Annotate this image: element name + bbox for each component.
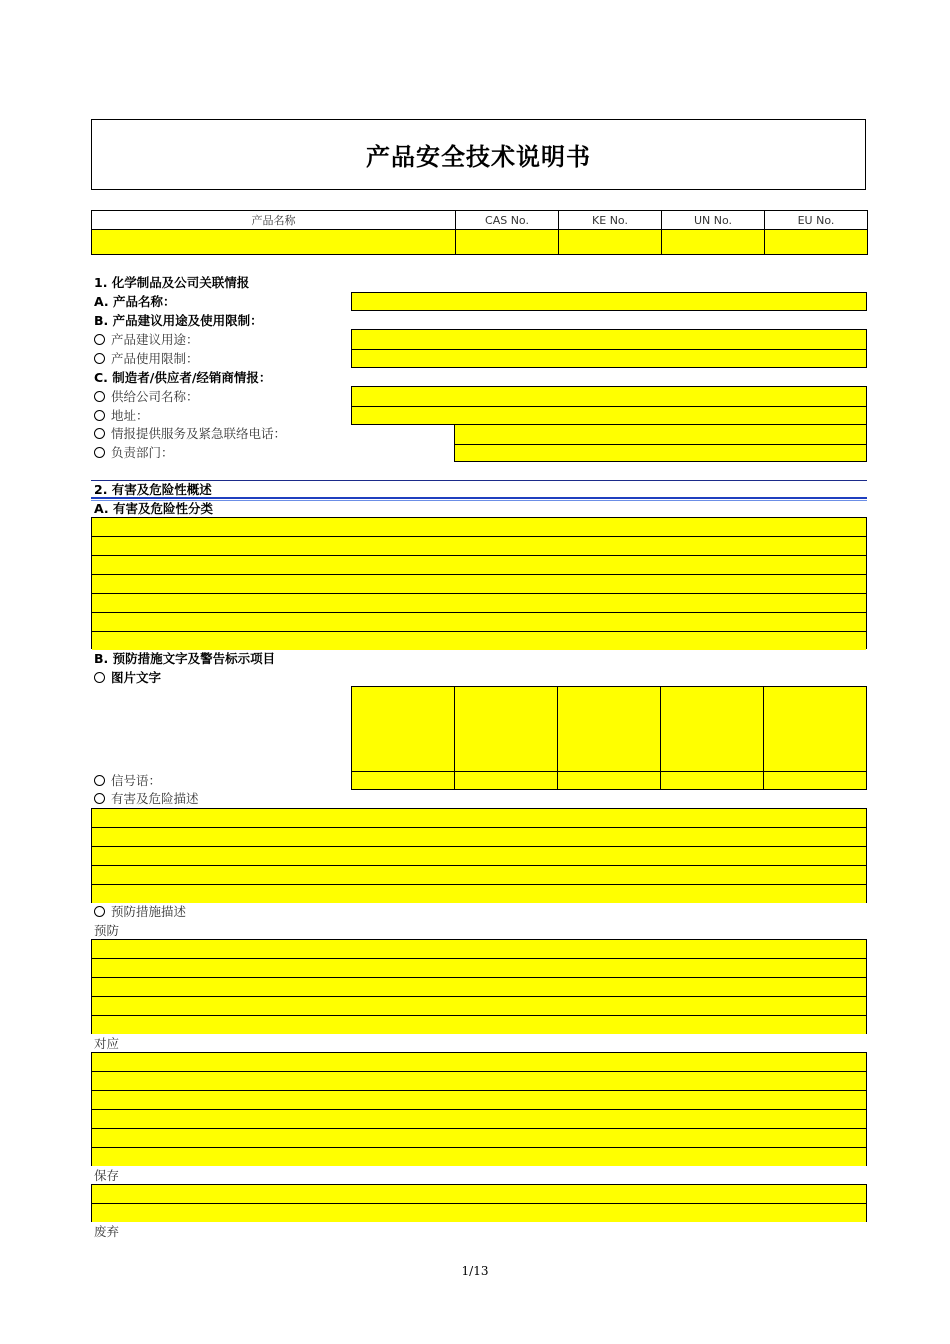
pictogram-grid bbox=[351, 686, 867, 790]
grid-row[interactable] bbox=[92, 1185, 866, 1204]
grid-row[interactable] bbox=[92, 537, 866, 556]
grid-row[interactable] bbox=[92, 632, 866, 650]
product-name-field[interactable] bbox=[92, 230, 456, 255]
disposal-label: 废弃 bbox=[94, 1224, 120, 1239]
storage-label: 保存 bbox=[94, 1168, 120, 1183]
circle-icon bbox=[94, 447, 105, 458]
col-un-no: UN No. bbox=[662, 211, 765, 230]
page-title: 产品安全技术说明书 bbox=[366, 143, 591, 171]
page-number: 1/13 bbox=[461, 1264, 489, 1278]
grid-row[interactable] bbox=[92, 1053, 866, 1072]
hazard-desc-grid bbox=[91, 808, 867, 903]
grid-row[interactable] bbox=[92, 1072, 866, 1091]
col-eu-no: EU No. bbox=[765, 211, 868, 230]
usage-heading: B. 产品建议用途及使用限制： bbox=[94, 313, 263, 328]
circle-icon bbox=[94, 391, 105, 402]
col-product-name: 产品名称 bbox=[92, 211, 456, 230]
ke-no-field[interactable] bbox=[559, 230, 662, 255]
grid-row[interactable] bbox=[92, 556, 866, 575]
section2-heading: 2. 有害及危险性概述 bbox=[94, 482, 212, 497]
emergency-phone-item: 情报提供服务及紧急联络电话： bbox=[94, 425, 286, 443]
circle-icon bbox=[94, 428, 105, 439]
circle-icon bbox=[94, 775, 105, 786]
supplier-fields[interactable] bbox=[351, 386, 867, 425]
circle-icon bbox=[94, 672, 105, 683]
precaution-heading: B. 预防措施文字及警告标示项目 bbox=[94, 651, 276, 666]
hazard-desc-item: 有害及危险描述 bbox=[94, 790, 199, 808]
pictogram-cell[interactable] bbox=[764, 687, 866, 789]
hazard-class-heading: A. 有害及危险性分类 bbox=[94, 501, 214, 516]
grid-row[interactable] bbox=[92, 1129, 866, 1148]
grid-row[interactable] bbox=[92, 997, 866, 1016]
section1-heading: 1. 化学制品及公司关联情报 bbox=[94, 275, 250, 290]
prevention-label: 预防 bbox=[94, 923, 120, 938]
emergency-phone-input[interactable] bbox=[455, 425, 866, 445]
grid-row[interactable] bbox=[92, 866, 866, 885]
response-label: 对应 bbox=[94, 1036, 120, 1051]
usage-input[interactable] bbox=[352, 330, 866, 350]
precaution-desc-item: 预防措施描述 bbox=[94, 903, 186, 921]
grid-row[interactable] bbox=[92, 1091, 866, 1110]
restriction-item: 产品使用限制： bbox=[94, 350, 199, 368]
pictogram-cell[interactable] bbox=[352, 687, 455, 789]
grid-row[interactable] bbox=[92, 594, 866, 613]
product-name-label: A. 产品名称： bbox=[94, 294, 176, 309]
circle-icon bbox=[94, 906, 105, 917]
contact-fields[interactable] bbox=[454, 424, 867, 462]
hazard-class-grid bbox=[91, 517, 867, 649]
grid-row[interactable] bbox=[92, 847, 866, 866]
eu-no-field[interactable] bbox=[765, 230, 868, 255]
section-divider bbox=[91, 497, 867, 499]
pictogram-cell[interactable] bbox=[661, 687, 764, 789]
product-name-input[interactable] bbox=[351, 292, 867, 311]
supplier-heading: C. 制造者/供应者/经销商情报： bbox=[94, 370, 272, 385]
grid-row[interactable] bbox=[92, 978, 866, 997]
circle-icon bbox=[94, 793, 105, 804]
grid-row[interactable] bbox=[92, 1016, 866, 1034]
circle-icon bbox=[94, 334, 105, 345]
col-ke-no: KE No. bbox=[559, 211, 662, 230]
grid-row[interactable] bbox=[92, 828, 866, 847]
storage-grid bbox=[91, 1184, 867, 1222]
un-no-field[interactable] bbox=[662, 230, 765, 255]
grid-row[interactable] bbox=[92, 940, 866, 959]
supplier-name-input[interactable] bbox=[352, 387, 866, 407]
address-item: 地址： bbox=[94, 407, 149, 425]
pictogram-cell[interactable] bbox=[558, 687, 661, 789]
grid-row[interactable] bbox=[92, 959, 866, 978]
circle-icon bbox=[94, 353, 105, 364]
signal-word-item: 信号语： bbox=[94, 772, 161, 790]
usage-fields[interactable] bbox=[351, 329, 867, 368]
supplier-name-item: 供给公司名称： bbox=[94, 388, 199, 406]
circle-icon bbox=[94, 410, 105, 421]
col-cas-no: CAS No. bbox=[456, 211, 559, 230]
grid-row[interactable] bbox=[92, 885, 866, 903]
grid-row[interactable] bbox=[92, 1204, 866, 1222]
department-item: 负责部门： bbox=[94, 444, 174, 462]
pictogram-cell[interactable] bbox=[455, 687, 558, 789]
prevention-grid bbox=[91, 939, 867, 1034]
response-grid bbox=[91, 1052, 867, 1166]
title-box bbox=[91, 119, 866, 190]
grid-row[interactable] bbox=[92, 518, 866, 537]
usage-item: 产品建议用途： bbox=[94, 331, 199, 349]
product-id-table bbox=[91, 210, 868, 255]
pictogram-item: 图片文字 bbox=[94, 669, 161, 687]
grid-row[interactable] bbox=[92, 575, 866, 594]
grid-row[interactable] bbox=[92, 1148, 866, 1166]
cas-no-field[interactable] bbox=[456, 230, 559, 255]
grid-row[interactable] bbox=[92, 1110, 866, 1129]
grid-row[interactable] bbox=[92, 809, 866, 828]
grid-row[interactable] bbox=[92, 613, 866, 632]
